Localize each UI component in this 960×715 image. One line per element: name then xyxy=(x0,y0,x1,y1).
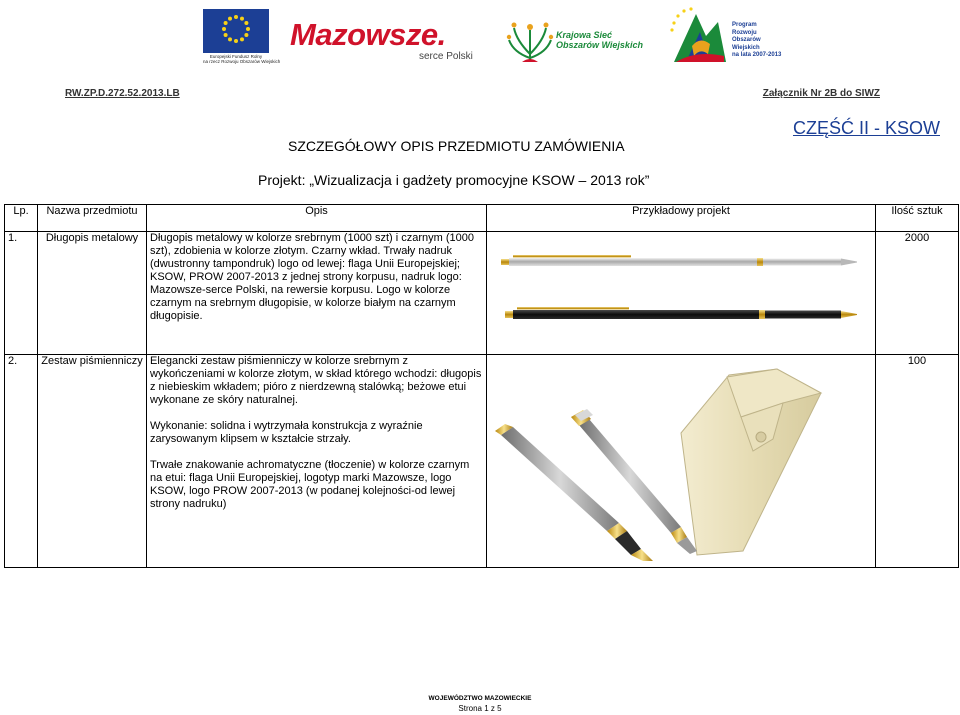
eu-logo xyxy=(203,9,281,65)
eu-caption-line: na rzecz Rozwoju Obszarów Wiejskich xyxy=(203,59,281,64)
eu-flag-icon xyxy=(203,9,269,53)
example-cell xyxy=(487,232,876,355)
document-reference: RW.ZP.D.272.52.2013.LB xyxy=(65,88,180,99)
black-pen xyxy=(505,307,857,319)
fountain-pen xyxy=(495,424,653,561)
metal-pens-image xyxy=(490,232,872,342)
item-quantity: 100 xyxy=(876,355,959,568)
table-row xyxy=(5,232,959,355)
column-header-name: Nazwa przedmiotu xyxy=(38,205,147,232)
description-paragraph: Wykonanie: solidna i wytrzymała konstrukcja z wyraźnie zarysowanym klipsem w kształcie strzały. xyxy=(150,420,423,445)
item-description xyxy=(147,232,487,355)
mazowsze-logo xyxy=(290,18,490,66)
column-header-lp: Lp. xyxy=(5,205,38,232)
specification-table xyxy=(4,204,959,568)
column-header-example: Przykładowy projekt xyxy=(487,205,876,232)
ballpoint-pen xyxy=(571,409,697,554)
description-paragraph: Długopis metalowy w kolorze srebrnym (1000 szt) i czarnym (1000 szt), zdobienia w kolorze złotym. Czarny wkład. Trwały nadruk (dwustronny tampondruk) logo od lewej: flaga Unii Europejskiej; KSOW, PROW 2007-2013 z jednej strony korpusu, nadruk logo: Mazowsze-serce Polski, na rewersie korpusu. Logo w kolorze czarnym na srebrnym długopisie, w kolorze białym na czarnym długopisie. xyxy=(150,232,475,322)
prow-line: Rozwoju xyxy=(732,29,757,36)
attachment-label: Załącznik Nr 2B do SIWZ xyxy=(762,88,880,99)
example-cell xyxy=(487,355,876,568)
item-name: Zestaw piśmienniczy xyxy=(38,355,147,568)
prow-emblem-icon xyxy=(666,6,730,66)
item-description xyxy=(147,355,487,568)
column-header-quantity: Ilość sztuk xyxy=(876,205,959,232)
writing-set-image xyxy=(490,355,872,561)
description-paragraph: Elegancki zestaw piśmienniczy w kolorze srebrnym z wykończeniami w kolorze złotym, w skład którego wchodzi: długopis z niebieskim wkładem; pióro z nierdzewną stalówką; beżowe etui wykonane ze skóry naturalnej. xyxy=(150,355,482,406)
prow-line: Wiejskich xyxy=(732,44,760,51)
ksow-logo xyxy=(506,12,656,68)
ksow-text xyxy=(556,30,643,50)
description-paragraph: Trwałe znakowanie achromatyczne (tłoczenie) w kolorze czarnym na etui: flaga Unii Europejskiej, logotyp marki Mazowsze, logo KSOW, logo PROW 2007-2013 (w podanej kolejności-od lewej strony nadruku) xyxy=(150,459,470,510)
eu-caption xyxy=(203,54,281,64)
part-title: CZĘŚĆ II - KSOW xyxy=(792,118,940,138)
ksow-flower-icon xyxy=(506,12,554,68)
ksow-line: Obszarów Wiejskich xyxy=(556,40,643,50)
page-number: Strona 1 z 5 xyxy=(458,704,502,713)
footer-organization: WOJEWÓDZTWO MAZOWIECKIE xyxy=(428,695,532,702)
item-quantity: 2000 xyxy=(876,232,959,355)
prow-line: na lata 2007-2013 xyxy=(732,52,782,58)
document-title: SZCZEGÓŁOWY OPIS PRZEDMIOTU ZAMÓWIENIA xyxy=(288,138,625,154)
table-header-row xyxy=(5,205,959,232)
prow-logo xyxy=(666,6,816,66)
table-row xyxy=(5,355,959,568)
project-title: Projekt: „Wizualizacja i gadżety promocyjne KSOW – 2013 rok” xyxy=(258,172,650,188)
eu-caption-line: Europejski Fundusz Rolny xyxy=(209,54,263,59)
row-number: 2. xyxy=(5,355,38,568)
ksow-line: Krajowa Sieć xyxy=(556,30,613,40)
item-name: Długopis metalowy xyxy=(38,232,147,355)
prow-text xyxy=(732,22,781,60)
column-header-description: Opis xyxy=(147,205,487,232)
leather-case xyxy=(681,369,821,555)
mazowsze-tagline: serce Polski xyxy=(419,51,473,62)
row-number: 1. xyxy=(5,232,38,355)
silver-pen xyxy=(501,255,857,266)
prow-line: Obszarów xyxy=(732,37,761,43)
prow-line: Program xyxy=(732,22,757,28)
mazowsze-wordmark: Mazowsze. xyxy=(290,17,446,52)
